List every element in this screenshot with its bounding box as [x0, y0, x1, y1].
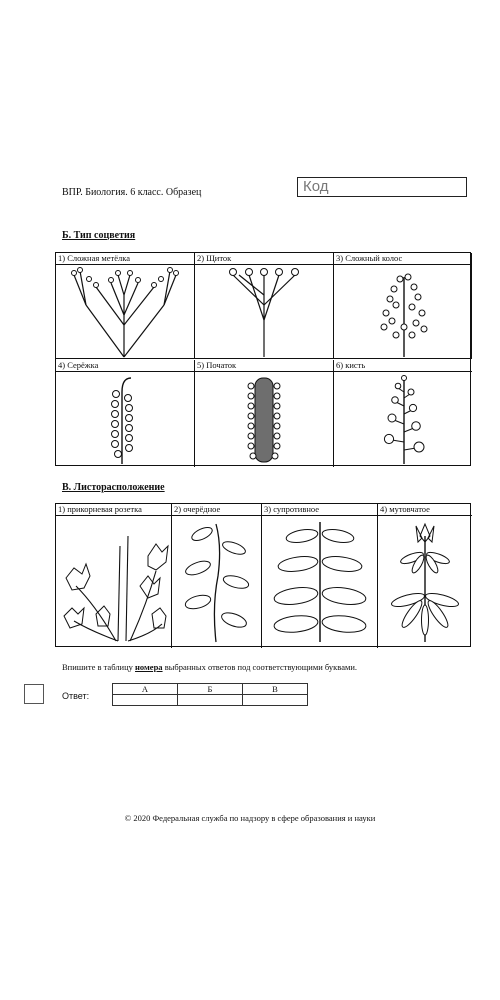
caption-whorled: 4) мутовчатое: [378, 504, 472, 516]
caption-opposite: 3) супротивное: [262, 504, 377, 516]
instruction-text: Впишите в таблицу номера выбранных ответов под соответствующими буквами.: [62, 662, 358, 672]
answer-cell-v[interactable]: [243, 695, 308, 706]
cell-compound-panicle: [56, 253, 195, 359]
cell-corymb: [195, 253, 334, 359]
caption-catkin: 4) Серёжка: [56, 360, 194, 372]
caption-raceme: 6) кисть: [334, 360, 472, 372]
caption-corymb: 2) Щиток: [195, 253, 333, 265]
leaf-arrangement-grid: [55, 503, 471, 647]
catkin-drawing: [56, 372, 195, 467]
inflorescence-grid: [55, 252, 471, 466]
section-b-title: Б. Тип соцветия: [62, 230, 136, 241]
compound-panicle-drawing: [56, 265, 195, 359]
answer-table: [112, 683, 308, 706]
corymb-drawing: [195, 265, 334, 359]
answer-column-b: Б: [178, 684, 243, 695]
whorled-leaves-drawing: [378, 516, 472, 646]
cell-whorled: [378, 504, 472, 648]
cell-opposite: [262, 504, 378, 648]
code-field[interactable]: Код: [297, 177, 467, 197]
cell-catkin: [56, 360, 195, 467]
raceme-drawing: [334, 372, 472, 467]
opposite-leaves-drawing: [262, 516, 378, 646]
alternate-leaves-drawing: [172, 516, 262, 646]
caption-alternate: 2) очерёдное: [172, 504, 261, 516]
spadix-drawing: [195, 372, 334, 467]
answer-cell-a[interactable]: [113, 695, 178, 706]
document-header: ВПР. Биология. 6 класс. Образец: [62, 187, 202, 198]
answer-column-v: В: [243, 684, 308, 695]
cell-alternate: [172, 504, 262, 648]
cell-spadix: [195, 360, 334, 467]
answer-column-a: А: [113, 684, 178, 695]
compound-spike-drawing: [334, 265, 472, 359]
section-v-title: В. Листорасположение: [62, 482, 165, 493]
caption-compound-panicle: 1) Сложная метёлка: [56, 253, 194, 265]
score-box[interactable]: [24, 684, 44, 704]
cell-raceme: [334, 360, 472, 467]
answer-label: Ответ:: [62, 691, 90, 701]
cell-basal-rosette: [56, 504, 172, 648]
cell-compound-spike: [334, 253, 472, 359]
caption-basal-rosette: 1) прикорневая розетка: [56, 504, 171, 516]
caption-spadix: 5) Початок: [195, 360, 333, 372]
answer-cell-b[interactable]: [178, 695, 243, 706]
footer-copyright: © 2020 Федеральная служба по надзору в сфере образования и науки: [124, 813, 376, 823]
basal-rosette-drawing: [56, 516, 172, 646]
caption-compound-spike: 3) Сложный колос: [334, 253, 471, 265]
